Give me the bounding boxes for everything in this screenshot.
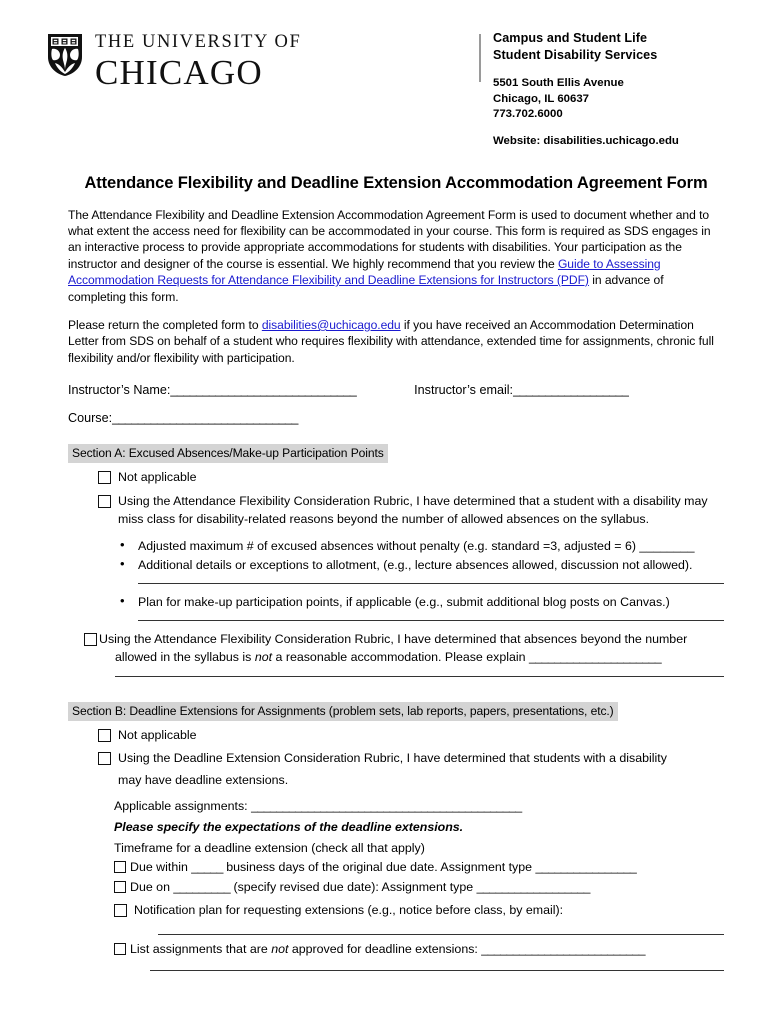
page-title: Attendance Flexibility and Deadline Extension Accommodation Agreement Form [84,173,708,192]
bullet-a-2-text: Additional details or exceptions to allotment, (e.g., lecture absences allowed, discussion not allowed). [138,557,693,572]
section-a-rubric-line-1: Using the Attendance Flexibility Consideration Rubric, I have determined that a student with a disability may [118,493,708,508]
applicable-assignments-row [114,795,724,817]
list-not-approved-italic-not: not [271,941,289,956]
not-reasonable-italic-not: not [254,650,273,665]
checkbox-b-rubric-extensions[interactable] [98,752,111,765]
not-reasonable-text-a: allowed in the syllabus is [115,650,255,665]
due-on-text-a: Due on [130,879,174,894]
intro-paragraph-1 [68,207,724,305]
due-within-label [130,859,724,877]
due-on-row[interactable] [114,879,724,897]
section-b-rubric-label [118,750,724,789]
instructor-name-label: Instructor’s Name: [68,383,171,398]
instructor-email-label: Instructor’s email: [414,383,514,398]
intro-p1-text-before-link: The Attendance Flexibility and Deadline Extension Accommodation Agreement Form is used to document whether and to what extent the access need for flexibility can be accommodated in your course. This form is required as SDS engages in an interactive process to provide appropriate accommodations for students with disabilities. Your participation as the instructor and designer of the course is essential. We highly recommend that you review the [68,207,711,271]
wordmark-line-2: CHICAGO [95,52,263,92]
due-on-text-b: (specify revised due date): Assignment type [230,879,477,894]
unit-name [493,30,725,64]
website-line: Website: disabilities.uchicago.edu [493,134,679,147]
section-b-not-applicable-row[interactable] [98,727,724,745]
list-not-approved-input[interactable]: __________________________ [481,941,645,956]
section-a-not-applicable-row[interactable] [98,469,724,487]
section-a-rubric-line-2: miss class for disability-related reasons beyond the number of allowed absences on the syllabus. [118,512,650,527]
address-line-1: 5501 South Ellis Avenue [493,77,624,89]
intro-paragraph-2 [68,317,724,366]
due-within-text-a: Due within [130,860,192,875]
address-line-2: Chicago, IL 60637 [493,92,590,105]
uchicago-crest-icon [47,33,83,77]
list-item [138,593,724,621]
due-within-days-input[interactable]: _____ [191,860,223,875]
answer-line-a-3[interactable] [138,620,724,621]
section-a-heading: Section A: Excused Absences/Make-up Participation Points [68,444,388,463]
section-a-rubric-row[interactable] [98,493,724,529]
specify-expectations-note: Please specify the expectations of the deadline extensions. [114,820,464,835]
answer-line-notification-plan[interactable] [158,934,724,935]
disabilities-email-link[interactable]: disabilities@uchicago.edu [261,317,401,332]
checkbox-a-rubric-may-miss[interactable] [98,495,111,508]
list-not-approved-text-b: approved for deadline extensions: [288,941,482,956]
applicable-assignments-input[interactable]: ___________________________________________ [251,799,522,814]
due-on-label [130,879,724,897]
university-wordmark [95,33,301,90]
due-within-type-input[interactable]: ________________ [535,860,637,875]
section-a-not-reasonable-line-1: Using the Attendance Flexibility Consideration Rubric, I have determined that absences beyond the number [99,631,688,646]
instructor-email-input[interactable]: __________________ [513,383,629,398]
unit-line-2: Student Disability Services [493,48,658,62]
course-row [68,406,724,430]
section-b-rubric-row[interactable] [98,750,724,789]
not-reasonable-text-b: a reasonable accommodation. Please explain [272,650,529,665]
wordmark-line-1: THE UNIVERSITY OF [95,32,302,52]
section-a-not-reasonable-row[interactable] [84,631,724,686]
section-b-rubric-line-1: Using the Deadline Extension Consideration Rubric, I have determined that students with a disability [118,751,667,766]
answer-line-a-explain[interactable] [115,676,724,677]
section-a-not-reasonable-line-2 [115,649,724,667]
answer-line-list-not-approved[interactable] [150,970,724,971]
guide-to-assessing-link[interactable]: Guide to Assessing Accommodation Requests for Attendance Flexibility and Deadline Extensions for Instructors (PDF) [68,256,661,288]
due-within-text-b: business days of the original due date. Assignment type [222,860,536,875]
course-label: Course: [68,411,113,426]
checkbox-due-within[interactable] [114,861,126,873]
department-contact-block [475,30,725,147]
intro-p1-text-after-link: in advance of completing this form. [68,273,664,304]
bullet-a-3-text: Plan for make-up participation points, if applicable (e.g., submit additional blog posts on Canvas.) [138,594,670,609]
notification-plan-label [134,902,724,939]
due-on-date-input[interactable]: _________ [173,879,231,894]
due-within-row[interactable] [114,859,724,877]
form-content [0,173,770,981]
section-b-not-applicable-label: Not applicable [118,727,197,742]
notification-plan-text: Notification plan for requesting extensions (e.g., notice before class, by email): [134,903,564,918]
section-b-rubric-line-2: may have deadline extensions. [118,772,289,787]
answer-line-a-2[interactable] [138,583,724,584]
applicable-assignments-label: Applicable assignments: [114,799,248,814]
checkbox-a-not-applicable[interactable] [98,471,111,484]
section-a-not-applicable-label: Not applicable [118,470,197,485]
list-not-approved-label [130,941,724,981]
section-a-rubric-label [118,493,724,529]
checkbox-b-not-applicable[interactable] [98,729,111,742]
intro-p2-text-before-link: Please return the completed form to [68,317,262,332]
list-not-approved-row[interactable] [114,941,724,981]
section-a-bullet-list [68,537,724,621]
section-b-heading: Section B: Deadline Extensions for Assignments (problem sets, lab reports, papers, presentations, etc.) [68,702,618,721]
section-a-not-reasonable-label [99,631,724,686]
address-block [493,76,725,123]
checkbox-list-not-approved[interactable] [114,943,126,955]
notification-plan-row[interactable] [114,902,724,939]
checkbox-due-on[interactable] [114,881,126,893]
not-reasonable-input[interactable]: _____________________ [528,650,662,665]
list-not-approved-text-a: List assignments that are [130,941,272,956]
course-input[interactable]: _____________________________ [112,411,298,426]
due-on-type-input[interactable]: __________________ [476,879,590,894]
instructor-identity-row [68,378,724,402]
university-branding [47,30,301,90]
phone-number: 773.702.6000 [493,108,563,120]
intro-p2-text-after-link: if you have received an Accommodation Determination Letter from SDS on behalf of a student who requires flexibility with attendance, extended time for assignments, chronic full flexibility and/or flexibility with participation. [68,317,714,365]
unit-line-1: Campus and Student Life [493,31,648,45]
instructor-name-input[interactable]: _____________________________ [170,383,357,398]
list-item [138,537,724,555]
timeframe-label: Timeframe for a deadline extension (check all that apply) [114,841,425,856]
checkbox-notification-plan[interactable] [114,904,127,917]
list-item [138,556,724,584]
vertical-divider [479,34,481,82]
checkbox-a-not-reasonable[interactable] [84,633,97,646]
page-header [0,0,770,147]
bullet-a-1-text: Adjusted maximum # of excused absences without penalty (e.g. standard =3, adjusted = 6) ________ [138,538,695,553]
